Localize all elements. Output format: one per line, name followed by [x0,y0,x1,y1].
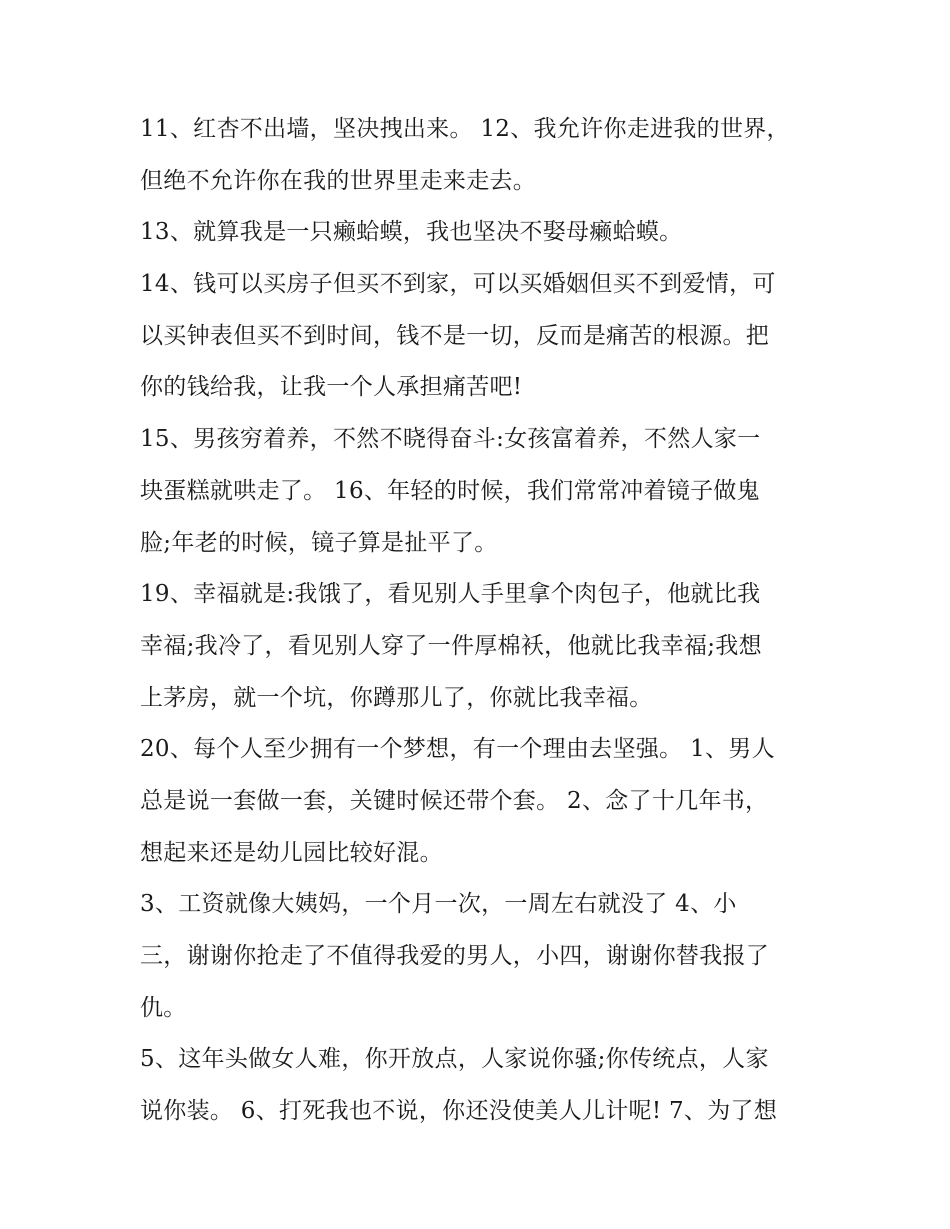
text-line: 说你装。 6、打死我也不说，你还没使美人儿计呢! 7、为了想 [140,1098,778,1125]
text-line: 13、就算我是一只癞蛤蟆，我也坚决不娶母癞蛤蟆。 [140,219,683,246]
text-line: 15、男孩穷着养，不然不晓得奋斗:女孩富着养，不然人家一 [140,426,761,453]
text-line: 3、工资就像大姨妈，一个月一次，一周左右就没了 4、小 [140,891,737,918]
text-line: 但绝不允许你在我的世界里走来走去。 [140,167,537,194]
text-line: 19、幸福就是:我饿了，看见别人手里拿个肉包子，他就比我 [140,581,761,608]
text-line: 幸福;我冷了，看见别人穿了一件厚棉袄，他就比我幸福;我想 [140,632,762,659]
text-line: 仇。 [140,994,187,1021]
text-line: 14、钱可以买房子但买不到家，可以买婚姻但买不到爱情，可 [140,271,776,298]
text-line: 上茅房，就一个坑，你蹲那儿了，你就比我幸福。 [140,684,653,711]
document-body [140,104,820,1138]
text-line: 想起来还是幼儿园比较好混。 [140,839,443,866]
text-line: 三，谢谢你抢走了不值得我爱的男人，小四，谢谢你替我报了 [140,943,770,969]
text-line: 20、每个人至少拥有一个梦想，有一个理由去坚强。 1、男人 [140,736,775,763]
text-line: 你的钱给我，让我一个人承担痛苦吧! [140,374,523,401]
text-line: 脸;年老的时候，镜子算是扯平了。 [140,529,498,556]
text-line: 以买钟表但买不到时间，钱不是一切，反而是痛苦的根源。把 [140,322,770,349]
text-line: 5、这年头做女人难，你开放点，人家说你骚;你传统点，人家 [140,1046,769,1073]
text-line: 11、红杏不出墙，坚决拽出来。 12、我允许你走进我的世界， [140,116,790,142]
text-line: 块蛋糕就哄走了。 16、年轻的时候，我们常常冲着镜子做鬼 [140,477,760,504]
text-line: 总是说一套做一套，关键时候还带个套。 2、念了十几年书， [140,787,769,814]
